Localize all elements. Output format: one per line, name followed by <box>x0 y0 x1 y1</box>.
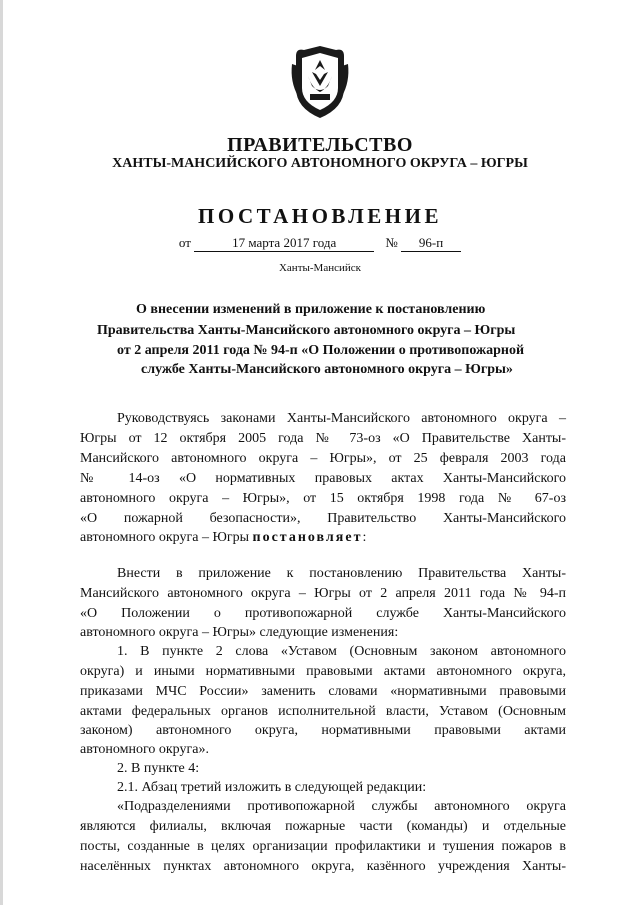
okrug-heading: ХАНТЫ-МАНСИЙСКОГО АВТОНОМНОГО ОКРУГА – ЮГРЫ <box>112 156 528 171</box>
body-line: приказами МЧС России» заменить словами «нормативными правовыми <box>80 684 566 699</box>
body-line: актами федеральных органов исполнительной власти, Уставом (Основным <box>80 704 566 719</box>
body-line: автономного округа – Югры», от 15 октября 1998 года № 67-оз <box>80 491 566 506</box>
body-line: Внести в приложение к постановлению Правительства Ханты- <box>117 566 566 581</box>
body-line: Мансийского автономного округа – Югры от 2 апреля 2011 года № 94-п <box>80 586 566 601</box>
body-line: Мансийского автономного округа – Югры», от 25 февраля 2003 года <box>80 451 566 466</box>
body-line: № 14-оз «О нормативных правовых актах Ханты-Мансийского <box>80 471 566 486</box>
body-line: являются филиалы, включая пожарные части (команды) и отдельные <box>80 819 566 834</box>
body-line: Руководствуясь законами Ханты-Мансийского автономного округа – <box>117 411 566 426</box>
body-line: автономного округа». <box>80 742 209 757</box>
city-name: Ханты-Мансийск <box>278 262 361 274</box>
date-number-line <box>0 235 640 252</box>
document-date: 17 марта 2017 года <box>194 235 374 252</box>
body-line: Югры от 12 октября 2005 года № 73-оз «О Правительстве Ханты- <box>80 431 566 446</box>
date-prefix: от <box>178 235 191 250</box>
body-line: автономного округа – Югры» следующие изменения: <box>80 625 399 640</box>
body-line: 2. В пункте 4: <box>117 761 200 776</box>
body-line: законом) автономного округа, нормативными правовыми актами <box>80 723 566 738</box>
title-line: службе Ханты-Мансийского автономного округа – Югры» <box>141 362 513 377</box>
title-line: Правительства Ханты-Мансийского автономного округа – Югры <box>97 323 516 338</box>
coat-of-arms-icon <box>288 42 352 122</box>
title-line: О внесении изменений в приложение к постановлению <box>136 302 486 317</box>
body-line: «О пожарной безопасности», Правительство Ханты-Мансийского <box>80 511 566 526</box>
body-line: округа) и иными нормативными правовыми актами автономного округа, <box>80 664 566 679</box>
body-line: 1. В пункте 2 слова «Уставом (Основным законом автономного <box>117 644 566 659</box>
body-line: 2.1. Абзац третий изложить в следующей редакции: <box>117 780 427 795</box>
body-line: «О Положении о противопожарной службе Ханты-Мансийского <box>80 606 566 621</box>
title-line: от 2 апреля 2011 года № 94-п «О Положении о противопожарной <box>117 343 525 358</box>
colon: : <box>362 530 367 545</box>
body-line: посты, созданные в целях организации профилактики и тушения пожаров в <box>80 839 566 854</box>
number-prefix: № <box>385 235 398 250</box>
government-heading: ПРАВИТЕЛЬСТВО <box>227 134 413 156</box>
resolves-word: постановляет <box>252 530 363 545</box>
body-text: автономного округа – Югры <box>80 530 249 545</box>
body-line: населённых пунктах автономного округа, казённого учреждения Ханты- <box>80 859 566 874</box>
document-type: ПОСТАНОВЛЕНИЕ <box>198 204 442 228</box>
body-line: «Подразделениями противопожарной службы автономного округа <box>117 799 566 814</box>
document-number: 96-п <box>401 235 461 252</box>
body-line <box>80 529 366 547</box>
